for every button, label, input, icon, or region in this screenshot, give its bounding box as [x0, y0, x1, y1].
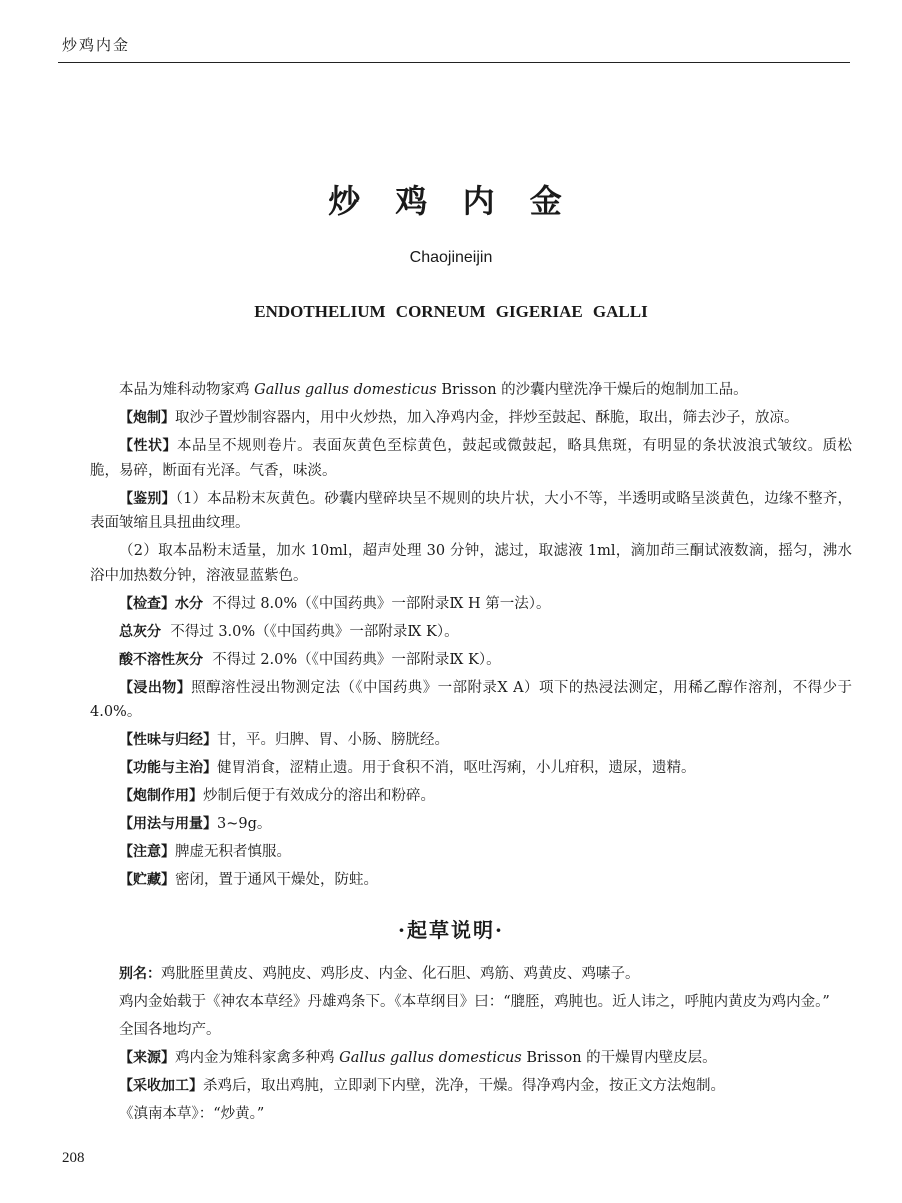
section-label: 【性状】: [119, 438, 178, 454]
origin-paragraph: 全国各地均产。: [119, 1022, 221, 1038]
harvest-paragraph: 【采收加工】杀鸡后，取出鸡肫，立即剥下内壁，洗净，干燥。得净鸡内金，按正文方法炮制。: [119, 1078, 725, 1094]
pinyin-name: Chaojineijin: [409, 249, 493, 266]
section-label: 【用法与用量】: [119, 816, 217, 832]
page-title: 炒 鸡 内 金: [328, 182, 574, 220]
section-label: 别名：: [119, 966, 161, 982]
source-paragraph: 【来源】鸡内金为雉科家禽多种鸡 Gallus gallus domesticus Brisson 的干燥胃内壁皮层。: [119, 1050, 717, 1066]
total-ash-paragraph: 总灰分 不得过 3.0%（《中国药典》一部附录Ⅸ K）。: [119, 623, 459, 640]
page-number: 208: [62, 1150, 85, 1166]
history-paragraph: 鸡内金始载于《神农本草经》丹雄鸡条下。《本草纲目》曰：“膍胵，鸡肫也。近人讳之，呼肫内黄皮为鸡内金。”: [119, 994, 830, 1010]
sub-label: 水分: [175, 595, 203, 612]
latin-name: ENDOTHELIUM CORNEUM GIGERIAE GALLI: [254, 302, 648, 321]
header-divider: [58, 62, 850, 63]
section-label: 【浸出物】: [119, 679, 192, 696]
sub-label: 酸不溶性灰分: [119, 651, 203, 668]
processing-effect-paragraph: 【炮制作用】炒制后便于有效成分的溶出和粉碎。: [119, 788, 435, 804]
section-label: 【鉴别】: [119, 490, 176, 507]
latin-species: Gallus gallus domesticus: [254, 382, 437, 398]
processing-paragraph: 【炮制】取沙子置炒制容器内，用中火炒热，加入净鸡内金，拌炒至鼓起、酥脆，取出，筛去沙子，放凉。: [119, 410, 799, 426]
section-label: 【采收加工】: [119, 1078, 203, 1094]
sub-label: 总灰分: [119, 623, 161, 640]
drafting-body: [90, 962, 852, 1130]
reference-paragraph: 《滇南本草》：“炒黄。”: [119, 1106, 265, 1122]
section-label: 【性味与归经】: [119, 732, 217, 748]
alias-paragraph: 别名：鸡肶胵里黄皮、鸡肫皮、鸡肜皮、内金、化石胆、鸡筋、鸡黄皮、鸡嗉子。: [119, 966, 640, 982]
latin-species: Gallus gallus domesticus: [339, 1050, 522, 1066]
acid-ash-paragraph: 酸不溶性灰分 不得过 2.0%（《中国药典》一部附录Ⅸ K）。: [119, 651, 501, 668]
storage-paragraph: 【贮藏】密闭，置于通风干燥处，防蛀。: [119, 872, 378, 888]
identification-paragraph: 【鉴别】（1）本品粉末灰黄色。砂囊内壁碎块呈不规则的块片状，大小不等，半透明或略呈淡黄色，边缘不整齐，表面皱缩且具扭曲纹理。: [90, 490, 853, 531]
drafting-section-title: ·起草说明·: [398, 918, 504, 942]
nature-paragraph: 【性味与归经】甘，平。归脾、胃、小肠、膀胱经。: [119, 732, 449, 748]
inspection-paragraph: 【检查】水分 不得过 8.0%（《中国药典》一部附录Ⅸ H 第一法）。: [119, 595, 551, 612]
section-label: 【功能与主治】: [119, 760, 217, 776]
section-label: 【炮制作用】: [119, 788, 203, 804]
function-paragraph: 【功能与主治】健胃消食，涩精止遗。用于食积不消，呕吐泻痢，小儿疳积，遗尿，遗精。: [119, 760, 696, 776]
section-label: 【炮制】: [119, 410, 175, 426]
section-label: 【贮藏】: [119, 872, 175, 888]
running-header: 炒鸡内金: [62, 36, 131, 54]
identification-paragraph-2: （2）取本品粉末适量，加水 10ml，超声处理 30 分钟，滤过，取滤液 1ml，滴加茚三酮试液数滴，摇匀，沸水浴中加热数分钟，溶液显蓝紫色。: [90, 543, 852, 584]
caution-paragraph: 【注意】脾虚无积者慎服。: [119, 844, 291, 860]
dosage-paragraph: 【用法与用量】3~9g。: [119, 816, 272, 832]
character-paragraph: 【性状】本品呈不规则卷片。表面灰黄色至棕黄色，鼓起或微鼓起，略具焦斑，有明显的条状波浪式皱纹。质松脆，易碎，断面有光泽。气香，味淡。: [90, 438, 853, 479]
section-label: 【注意】: [119, 844, 175, 860]
section-label: 【来源】: [119, 1050, 175, 1066]
intro-paragraph: 本品为雉科动物家鸡 Gallus gallus domesticus Brisson 的沙囊内壁洗净干燥后的炮制加工品。: [119, 382, 748, 398]
monograph-body: [90, 378, 852, 896]
section-label: 【检查】: [119, 595, 175, 612]
extract-paragraph: 【浸出物】照醇溶性浸出物测定法（《中国药典》一部附录Ⅹ A）项下的热浸法测定，用稀乙醇作溶剂，不得少于 4.0%。: [90, 679, 852, 720]
